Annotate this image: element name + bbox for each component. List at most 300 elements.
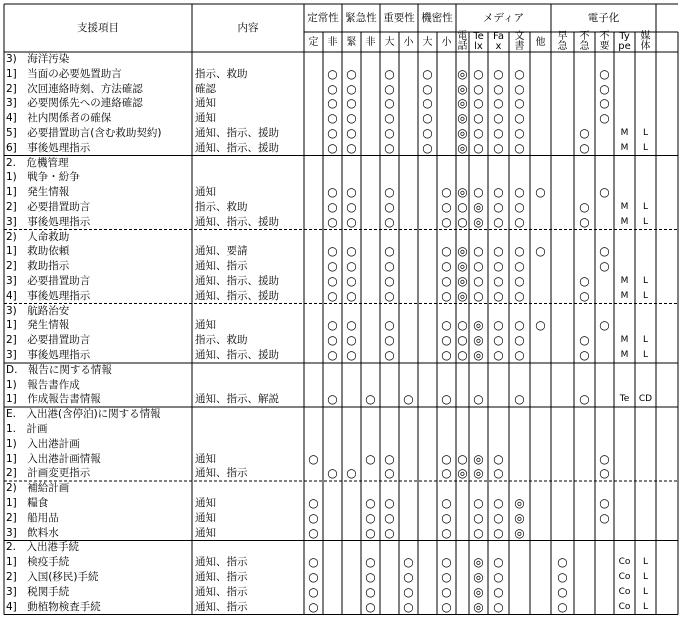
mark-circle: ○ (493, 81, 504, 96)
mark-circle: ○ (457, 318, 468, 333)
mark-circle: ○ (441, 259, 452, 274)
mark-circle: ○ (327, 348, 338, 362)
mark-circle: ○ (441, 348, 452, 362)
mark-double-circle: ◎ (473, 333, 484, 348)
mark-circle: ○ (514, 274, 525, 288)
mark-double-circle: ◎ (473, 451, 484, 466)
mark-circle: ○ (441, 318, 452, 333)
mark-circle: ○ (493, 259, 504, 274)
header-group-3: 機密性 (421, 12, 453, 24)
header-sub-16-a: Ty (619, 31, 630, 42)
code-17: L (642, 142, 648, 153)
mark-circle: ○ (346, 244, 357, 259)
mark-circle: ○ (493, 570, 504, 584)
mark-double-circle: ◎ (473, 570, 484, 584)
mark-circle: ○ (535, 244, 546, 259)
mark-circle: ○ (557, 599, 568, 614)
row-content: 通知、指示、援助 (195, 349, 279, 361)
header-sub-13-b: 急 (557, 41, 568, 52)
header-sub-10-a: Fa (493, 31, 504, 42)
code-16: Co (618, 572, 631, 582)
mark-circle: ○ (441, 584, 452, 599)
code-16: M (620, 216, 629, 227)
mark-double-circle: ◎ (457, 288, 468, 303)
row-item: 2) 補給計画 (6, 482, 70, 495)
row-item: D. 報告に関する情報 (6, 363, 112, 376)
mark-circle: ○ (327, 274, 338, 288)
mark-circle: ○ (327, 392, 338, 407)
mark-double-circle: ◎ (473, 214, 484, 229)
mark-circle: ○ (599, 185, 610, 200)
header-group-0: 定常性 (307, 12, 339, 24)
mark-circle: ○ (514, 111, 525, 126)
row-item: E. 入出港(含停泊)に関する情報 (6, 408, 161, 421)
mark-circle: ○ (308, 525, 319, 540)
mark-circle: ○ (473, 259, 484, 274)
mark-circle: ○ (493, 126, 504, 140)
mark-circle: ○ (579, 140, 590, 155)
code-17: L (642, 586, 648, 597)
mark-circle: ○ (384, 274, 395, 288)
mark-double-circle: ◎ (457, 111, 468, 126)
mark-circle: ○ (346, 96, 357, 111)
mark-circle: ○ (346, 111, 357, 126)
row-item: 1] 当面の必要処置助言 (6, 67, 122, 80)
mark-circle: ○ (365, 584, 376, 599)
mark-circle: ○ (422, 96, 433, 111)
mark-circle: ○ (365, 570, 376, 584)
mark-circle: ○ (473, 185, 484, 200)
code-16: M (620, 335, 629, 346)
mark-circle: ○ (422, 140, 433, 155)
mark-double-circle: ◎ (457, 96, 468, 111)
mark-circle: ○ (579, 333, 590, 348)
mark-circle: ○ (579, 348, 590, 362)
row-item: 1] 糧食 (6, 497, 49, 509)
row-item: 3] 必要措置助言 (6, 275, 91, 287)
mark-circle: ○ (473, 288, 484, 303)
mark-circle: ○ (514, 348, 525, 362)
mark-circle: ○ (599, 81, 610, 96)
row-item: 3] 税関手続 (6, 585, 70, 598)
mark-circle: ○ (441, 288, 452, 303)
mark-circle: ○ (384, 318, 395, 333)
row-content: 確認 (195, 82, 216, 95)
mark-circle: ○ (514, 244, 525, 259)
mark-double-circle: ◎ (473, 555, 484, 570)
mark-circle: ○ (384, 96, 395, 111)
mark-circle: ○ (384, 81, 395, 96)
mark-circle: ○ (473, 244, 484, 259)
mark-circle: ○ (384, 496, 395, 510)
mark-circle: ○ (327, 259, 338, 274)
row-content: 通知、指示、解説 (195, 393, 279, 406)
mark-circle: ○ (441, 392, 452, 407)
mark-circle: ○ (493, 200, 504, 214)
row-item: 1] 発生情報 (6, 186, 70, 199)
mark-circle: ○ (308, 451, 319, 466)
mark-circle: ○ (579, 392, 590, 407)
mark-circle: ○ (308, 599, 319, 614)
mark-circle: ○ (327, 140, 338, 155)
mark-circle: ○ (346, 185, 357, 200)
mark-circle: ○ (365, 555, 376, 570)
code-17: L (642, 335, 648, 346)
mark-circle: ○ (579, 288, 590, 303)
header-sub-10-b: x (495, 41, 502, 52)
mark-circle: ○ (599, 451, 610, 466)
header-sub-5: 小 (403, 37, 414, 48)
header-sub-0: 定 (308, 37, 319, 48)
mark-circle: ○ (557, 555, 568, 570)
mark-circle: ○ (384, 348, 395, 362)
code-16: M (620, 290, 629, 301)
row-content: 通知、指示、援助 (195, 141, 279, 154)
code-16: M (620, 202, 629, 212)
mark-double-circle: ◎ (457, 126, 468, 140)
mark-circle: ○ (384, 288, 395, 303)
header-sub-4: 大 (384, 37, 395, 48)
mark-circle: ○ (403, 570, 414, 584)
mark-circle: ○ (514, 214, 525, 229)
mark-circle: ○ (441, 496, 452, 510)
code-17: L (642, 202, 648, 212)
mark-circle: ○ (457, 214, 468, 229)
mark-circle: ○ (384, 451, 395, 466)
mark-circle: ○ (514, 318, 525, 333)
mark-double-circle: ◎ (457, 274, 468, 288)
mark-circle: ○ (327, 288, 338, 303)
mark-circle: ○ (441, 555, 452, 570)
mark-circle: ○ (493, 525, 504, 540)
mark-circle: ○ (346, 466, 357, 481)
mark-circle: ○ (441, 274, 452, 288)
row-content: 通知、指示、援助 (195, 289, 279, 302)
mark-double-circle: ◎ (473, 200, 484, 214)
mark-circle: ○ (384, 259, 395, 274)
mark-circle: ○ (422, 81, 433, 96)
mark-circle: ○ (473, 126, 484, 140)
mark-circle: ○ (493, 96, 504, 111)
mark-double-circle: ◎ (514, 525, 525, 540)
row-item: 1] 検疫手続 (6, 556, 70, 569)
mark-circle: ○ (346, 274, 357, 288)
header-sub-17-a: 媒 (640, 31, 651, 42)
mark-circle: ○ (346, 333, 357, 348)
mark-double-circle: ◎ (457, 140, 468, 155)
row-item: 3] 事後処理指示 (6, 215, 91, 228)
mark-circle: ○ (327, 66, 338, 81)
mark-circle: ○ (473, 510, 484, 525)
row-item: 2. 危機管理 (6, 156, 69, 169)
mark-double-circle: ◎ (457, 66, 468, 81)
mark-circle: ○ (441, 570, 452, 584)
mark-circle: ○ (599, 318, 610, 333)
row-content: 通知、指示、援助 (195, 275, 279, 287)
mark-circle: ○ (403, 584, 414, 599)
row-item: 1] 入出港計画情報 (6, 452, 101, 465)
header-sub-3: 非 (365, 37, 376, 48)
mark-circle: ○ (346, 348, 357, 362)
mark-circle: ○ (346, 200, 357, 214)
header-content: 内容 (237, 22, 259, 34)
row-item: 3] 飲料水 (6, 526, 59, 539)
code-16: Co (618, 601, 631, 612)
row-content: 通知 (195, 497, 216, 509)
mark-circle: ○ (327, 111, 338, 126)
mark-circle: ○ (599, 96, 610, 111)
code-16: M (620, 350, 629, 360)
row-item: 1] 作成報告書情報 (6, 393, 101, 406)
mark-circle: ○ (493, 66, 504, 81)
mark-circle: ○ (365, 392, 376, 407)
mark-double-circle: ◎ (514, 496, 525, 510)
code-16: M (620, 128, 629, 138)
header-sub-14-a: 不 (579, 31, 590, 42)
mark-circle: ○ (384, 525, 395, 540)
mark-circle: ○ (535, 318, 546, 333)
mark-double-circle: ◎ (514, 510, 525, 525)
mark-circle: ○ (384, 111, 395, 126)
mark-circle: ○ (308, 496, 319, 510)
mark-circle: ○ (599, 510, 610, 525)
mark-circle: ○ (365, 451, 376, 466)
row-content: 指示、救助 (195, 201, 248, 213)
mark-circle: ○ (308, 555, 319, 570)
mark-circle: ○ (514, 81, 525, 96)
row-content: 指示、救助 (195, 67, 248, 80)
mark-circle: ○ (327, 214, 338, 229)
mark-circle: ○ (493, 214, 504, 229)
mark-circle: ○ (514, 126, 525, 140)
row-item: 3] 必要関係先への連絡確認 (6, 97, 143, 110)
row-content: 通知 (195, 319, 216, 332)
mark-circle: ○ (327, 333, 338, 348)
mark-double-circle: ◎ (457, 259, 468, 274)
mark-circle: ○ (473, 96, 484, 111)
mark-double-circle: ◎ (473, 466, 484, 481)
header-sub-6: 大 (422, 37, 433, 48)
mark-circle: ○ (493, 318, 504, 333)
row-item: 2] 次回連絡時刻、方法確認 (6, 82, 143, 95)
row-item: 4] 社内関係者の確保 (6, 112, 112, 125)
mark-circle: ○ (457, 333, 468, 348)
row-item: 1) 戦争・紛争 (6, 171, 80, 184)
row-content: 通知、要請 (195, 245, 248, 258)
row-content: 通知 (195, 112, 216, 125)
mark-circle: ○ (327, 466, 338, 481)
header-sub-2: 緊 (346, 37, 357, 48)
mark-circle: ○ (599, 259, 610, 274)
mark-circle: ○ (441, 185, 452, 200)
code-16: Co (618, 586, 631, 597)
row-item: 1) 報告書作成 (6, 378, 80, 391)
mark-circle: ○ (384, 126, 395, 140)
mark-circle: ○ (346, 259, 357, 274)
row-item: 2. 入出港手続 (6, 541, 80, 554)
mark-circle: ○ (493, 510, 504, 525)
mark-circle: ○ (384, 466, 395, 481)
mark-circle: ○ (384, 185, 395, 200)
mark-circle: ○ (441, 333, 452, 348)
code-17: CD (638, 394, 653, 405)
row-content: 通知 (195, 186, 216, 199)
mark-circle: ○ (514, 66, 525, 81)
mark-circle: ○ (422, 66, 433, 81)
mark-circle: ○ (493, 451, 504, 466)
row-item: 5] 必要措置助言(含む救助契約) (6, 127, 162, 139)
header-support-item: 支援項目 (77, 22, 119, 34)
mark-circle: ○ (403, 392, 414, 407)
code-17: L (642, 216, 648, 227)
mark-circle: ○ (473, 140, 484, 155)
row-item: 1) 入出港計画 (6, 437, 80, 450)
header-sub-8-b: 話 (457, 41, 468, 52)
mark-circle: ○ (514, 200, 525, 214)
code-17: L (642, 572, 648, 582)
row-content: 通知、指示、援助 (195, 215, 279, 228)
code-17: L (642, 276, 648, 286)
row-content: 通知 (195, 526, 216, 539)
mark-circle: ○ (493, 140, 504, 155)
header-sub-11-b: 書 (514, 41, 525, 52)
row-item: 2) 人命救助 (6, 230, 70, 243)
mark-circle: ○ (493, 555, 504, 570)
row-content: 通知、指示 (195, 556, 248, 569)
code-17: L (642, 557, 648, 568)
mark-circle: ○ (441, 599, 452, 614)
row-item: 6] 事後処理指示 (6, 141, 91, 154)
mark-double-circle: ◎ (457, 244, 468, 259)
row-content: 通知 (195, 511, 216, 524)
mark-circle: ○ (346, 126, 357, 140)
mark-circle: ○ (514, 392, 525, 407)
mark-circle: ○ (514, 185, 525, 200)
mark-circle: ○ (493, 288, 504, 303)
mark-circle: ○ (441, 451, 452, 466)
row-item: 3) 海洋汚染 (6, 53, 70, 65)
mark-circle: ○ (441, 510, 452, 525)
mark-double-circle: ◎ (457, 185, 468, 200)
mark-circle: ○ (457, 200, 468, 214)
header-sub-15-a: 不 (599, 31, 610, 42)
header-sub-15-b: 要 (599, 41, 610, 52)
mark-circle: ○ (327, 244, 338, 259)
mark-circle: ○ (493, 185, 504, 200)
mark-circle: ○ (514, 140, 525, 155)
header-sub-17-b: 体 (640, 41, 651, 52)
mark-circle: ○ (473, 274, 484, 288)
mark-circle: ○ (493, 584, 504, 599)
row-content: 通知、指示 (195, 585, 248, 598)
row-item: 4] 動植物検査手続 (6, 600, 101, 613)
mark-double-circle: ◎ (473, 599, 484, 614)
row-item: 1. 計画 (6, 423, 48, 435)
mark-circle: ○ (365, 510, 376, 525)
header-group-5: 電子化 (587, 12, 620, 24)
mark-circle: ○ (473, 81, 484, 96)
mark-circle: ○ (557, 584, 568, 599)
row-item: 2] 船用品 (6, 511, 59, 524)
mark-circle: ○ (346, 66, 357, 81)
mark-circle: ○ (457, 451, 468, 466)
mark-circle: ○ (422, 126, 433, 140)
row-item: 1] 救助依頼 (6, 245, 70, 258)
row-content: 通知 (195, 97, 216, 110)
mark-circle: ○ (535, 185, 546, 200)
mark-circle: ○ (441, 466, 452, 481)
header-sub-9-b: lx (474, 41, 483, 52)
code-16: M (620, 142, 629, 153)
mark-circle: ○ (346, 318, 357, 333)
mark-double-circle: ◎ (473, 584, 484, 599)
mark-circle: ○ (493, 111, 504, 126)
mark-circle: ○ (557, 570, 568, 584)
header-sub-16-b: pe (618, 41, 631, 52)
mark-circle: ○ (441, 525, 452, 540)
mark-circle: ○ (365, 496, 376, 510)
row-item: 2] 入国(移民)手続 (6, 571, 99, 583)
header-sub-11-a: 文 (514, 31, 525, 42)
mark-circle: ○ (327, 126, 338, 140)
mark-circle: ○ (514, 96, 525, 111)
code-16: Co (618, 557, 631, 568)
mark-circle: ○ (327, 81, 338, 96)
mark-circle: ○ (599, 111, 610, 126)
mark-circle: ○ (473, 496, 484, 510)
mark-double-circle: ◎ (473, 348, 484, 362)
mark-circle: ○ (441, 244, 452, 259)
row-item: 1] 発生情報 (6, 319, 70, 332)
header-group-2: 重要性 (383, 12, 415, 24)
mark-circle: ○ (579, 274, 590, 288)
mark-circle: ○ (599, 466, 610, 481)
mark-circle: ○ (514, 259, 525, 274)
row-content: 通知 (195, 452, 216, 465)
row-item: 2] 必要措置助言 (6, 201, 91, 213)
mark-circle: ○ (441, 214, 452, 229)
row-content: 通知、指示 (195, 467, 248, 480)
mark-circle: ○ (403, 555, 414, 570)
mark-double-circle: ◎ (457, 466, 468, 481)
mark-circle: ○ (493, 244, 504, 259)
mark-circle: ○ (327, 96, 338, 111)
mark-double-circle: ◎ (473, 318, 484, 333)
mark-circle: ○ (441, 200, 452, 214)
header-sub-9-a: Te (473, 31, 484, 42)
mark-circle: ○ (384, 200, 395, 214)
mark-circle: ○ (346, 214, 357, 229)
mark-circle: ○ (599, 244, 610, 259)
mark-circle: ○ (384, 510, 395, 525)
code-17: L (642, 601, 648, 612)
row-item: 3) 航路治安 (6, 304, 70, 317)
mark-circle: ○ (384, 214, 395, 229)
mark-circle: ○ (599, 496, 610, 510)
mark-circle: ○ (493, 496, 504, 510)
header-sub-13-a: 早 (557, 31, 568, 42)
mark-double-circle: ◎ (457, 81, 468, 96)
row-item: 3] 事後処理指示 (6, 349, 91, 361)
mark-circle: ○ (579, 214, 590, 229)
row-content: 通知、指示 (195, 260, 248, 273)
mark-circle: ○ (422, 111, 433, 126)
row-item: 4] 事後処理指示 (6, 289, 91, 302)
code-16: M (620, 276, 629, 286)
row-item: 2] 救助指示 (6, 260, 70, 273)
mark-circle: ○ (493, 466, 504, 481)
header-sub-7: 小 (441, 37, 452, 48)
